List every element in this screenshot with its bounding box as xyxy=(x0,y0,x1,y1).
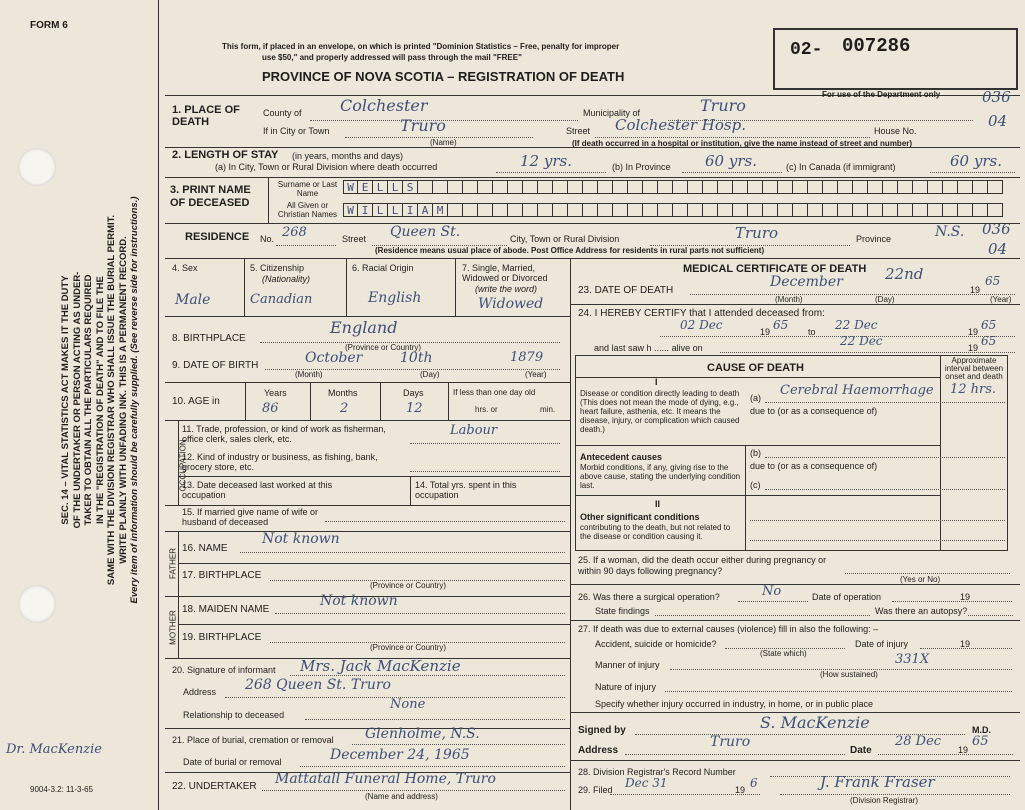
sidebar-instructions: SEC. 14 – VITAL STATISTICS ACT MAKES IT THE DUTY OF THE UNDERTAKER OR PERSON ACTING AS UNDER- TAKER TO OBTAIN ALL THE PARTICULARS REQUIRED IN THE "REGISTRATION OF DEATH" AND TO FILE THE SAME WITH THE DIVISION REGISTRAR WHO SHALL ISSUE THE BURIAL PERMIT. WRITE PLAINLY WITH UNFADING INK. THIS IS A PERMANENT RECORD. Every item of information should be carefully supplied. (See reverse side for instructions.) xyxy=(60,196,140,604)
given-name-cell xyxy=(598,203,613,217)
form-left-border xyxy=(158,0,159,810)
residence-label: RESIDENCE xyxy=(185,231,250,243)
county-value: Colchester xyxy=(340,96,428,115)
given-name-cell: W xyxy=(343,203,358,217)
antecedent-sub: Morbid conditions, if any, giving rise to the above cause, stating the underlying condition last. xyxy=(580,463,741,490)
cause-part-one: I xyxy=(655,377,658,387)
residence-no-label: No. xyxy=(260,234,275,244)
surname-cell xyxy=(463,180,478,194)
surname-cell xyxy=(628,180,643,194)
dod-year-prefix: 19 xyxy=(970,285,981,295)
surname-cell xyxy=(793,180,808,194)
spouse-label: 15. If married give name of wife or husband of deceased xyxy=(182,507,319,527)
manner-value: 331X xyxy=(895,652,930,667)
given-name-cell: M xyxy=(433,203,448,217)
dod-label: 23. DATE OF DEATH xyxy=(578,285,674,296)
given-name-cell xyxy=(703,203,718,217)
surname-cell xyxy=(583,180,598,194)
informant-sig-label: 20. Signature of informant xyxy=(172,665,276,675)
antecedent-label: Antecedent causes xyxy=(580,452,663,462)
given-name-cell xyxy=(883,203,898,217)
q27-label: 27. If death was due to external causes (violence) fill in also the following: – xyxy=(578,624,879,634)
age-label: 10. AGE in xyxy=(172,396,220,407)
page-title: PROVINCE OF NOVA SCOTIA – REGISTRATION OF DEATH xyxy=(262,69,625,84)
attended-from: 02 Dec xyxy=(680,318,723,332)
surname-cell xyxy=(838,180,853,194)
undertaker-caption: (Name and address) xyxy=(365,792,438,801)
given-name-cell xyxy=(808,203,823,217)
residence-province-value: N.S. xyxy=(935,224,965,240)
given-name-cell xyxy=(583,203,598,217)
city-label: If in City or Town xyxy=(263,126,330,136)
surname-cell xyxy=(418,180,433,194)
given-name-cell xyxy=(733,203,748,217)
dod-year: 65 xyxy=(985,274,1001,288)
given-name-cell xyxy=(688,203,703,217)
given-name-cell xyxy=(553,203,568,217)
length-of-stay-sub: (in years, months and days) xyxy=(292,151,404,161)
dob-day: 10th xyxy=(400,350,433,366)
dod-day: 22nd xyxy=(885,265,924,283)
hospital-note: (If death occurred in a hospital or institution, give the name instead of street and number) xyxy=(572,139,913,148)
surname-cell xyxy=(928,180,943,194)
signed-by-label: Signed by xyxy=(578,725,626,736)
given-name-cell xyxy=(463,203,478,217)
citizenship-label: 5. Citizenship xyxy=(250,263,305,273)
dob-year-caption: (Year) xyxy=(525,370,547,379)
surname-cell xyxy=(448,180,463,194)
q25-label: 25. If a woman, did the death occur either during pregnancy or within 90 days following pregnancy? xyxy=(578,555,827,576)
surname-cell xyxy=(973,180,988,194)
other-conditions-label: Other significant conditions xyxy=(580,512,700,522)
surname-cell xyxy=(433,180,448,194)
street-value: Colchester Hosp. xyxy=(615,116,746,134)
q26-value: No xyxy=(762,584,782,599)
occupation-side-label: OCCUPATION xyxy=(178,439,188,492)
accident-label: Accident, suicide or homicide? xyxy=(595,639,717,649)
given-name-cell xyxy=(958,203,973,217)
stay-city-label: (a) In City, Town or Rural Division where death occurred xyxy=(215,162,438,172)
code-municipality: 036 xyxy=(982,88,1011,106)
surname-cell xyxy=(763,180,778,194)
dob-month-caption: (Month) xyxy=(295,370,323,379)
stay-province-value: 60 yrs. xyxy=(705,152,757,170)
marital-sub: (write the word) xyxy=(475,284,538,294)
municipality-label: Municipality of xyxy=(583,108,641,118)
dod-day-caption: (Day) xyxy=(875,295,895,304)
surname-cell xyxy=(658,180,673,194)
trade-label: 11. Trade, profession, or kind of work as fisherman, office clerk, sales clerk, etc. xyxy=(182,424,386,444)
name-caption: (Name) xyxy=(430,138,457,147)
burial-place-label: 21. Place of burial, cremation or removal xyxy=(172,735,334,745)
residence-note: (Residence means usual place of abode. Post Office Address for residents in rural parts not sufficient) xyxy=(375,246,765,255)
to-century: 19 xyxy=(968,327,979,337)
birthplace-caption: (Province or Country) xyxy=(345,343,422,352)
due-to-b: due to (or as a consequence of) xyxy=(750,461,878,471)
surname-grid xyxy=(343,180,1003,194)
given-name-cell xyxy=(778,203,793,217)
surname-cell xyxy=(613,180,628,194)
stay-canada-value: 60 yrs. xyxy=(950,152,1002,170)
filed-year: 6 xyxy=(750,776,758,790)
surname-cell xyxy=(808,180,823,194)
from-century: 19 xyxy=(760,327,771,337)
burial-place-value: Glenholme, N.S. xyxy=(365,726,480,742)
given-name-cell xyxy=(613,203,628,217)
given-name-cell xyxy=(478,203,493,217)
surname-cell xyxy=(538,180,553,194)
street-label: Street xyxy=(566,126,591,136)
given-name-cell xyxy=(913,203,928,217)
signed-address-value: Truro xyxy=(710,734,751,750)
age-days-value: 12 xyxy=(406,401,423,416)
md-label: M.D. xyxy=(972,725,991,735)
signed-by-value: S. MacKenzie xyxy=(760,713,870,732)
given-name-cell xyxy=(988,203,1003,217)
given-name-cell xyxy=(973,203,988,217)
surname-cell: E xyxy=(358,180,373,194)
surname-cell xyxy=(853,180,868,194)
min-label: min. xyxy=(540,405,556,414)
given-name-cell xyxy=(523,203,538,217)
given-name-cell xyxy=(748,203,763,217)
age-years-value: 86 xyxy=(262,401,279,416)
signed-date-label: Date xyxy=(850,745,872,756)
marital-value: Widowed xyxy=(478,296,544,312)
last-century: 19 xyxy=(968,343,979,353)
given-name-cell xyxy=(853,203,868,217)
cause-b-label: (b) xyxy=(750,448,761,458)
attended-to-label: to xyxy=(808,327,816,337)
surname-cell xyxy=(643,180,658,194)
other-conditions-sub: contributing to the death, but not related to the disease or condition causing it. xyxy=(580,523,731,541)
dob-year: 1879 xyxy=(510,350,544,365)
surname-cell xyxy=(493,180,508,194)
given-name-cell xyxy=(898,203,913,217)
father-side-label: FATHER xyxy=(168,548,178,579)
filed-value: Dec 31 xyxy=(625,776,668,790)
signed-address-label: Address xyxy=(578,745,619,756)
informant-address-value: 268 Queen St. Truro xyxy=(245,677,391,693)
surname-cell xyxy=(568,180,583,194)
given-name-cell xyxy=(493,203,508,217)
operation-year-prefix: 19 xyxy=(960,592,971,602)
residence-street-label: Street xyxy=(342,234,367,244)
given-name-cell xyxy=(928,203,943,217)
undertaker-label: 22. UNDERTAKER xyxy=(172,781,257,792)
burial-date-value: December 24, 1965 xyxy=(330,747,470,763)
given-name-cell: A xyxy=(418,203,433,217)
residence-province-label: Province xyxy=(856,234,892,244)
residence-street-value: Queen St. xyxy=(390,224,461,240)
maiden-name-label: 18. MAIDEN NAME xyxy=(182,604,270,615)
punch-hole-top xyxy=(18,148,56,186)
age-days-label: Days xyxy=(403,388,424,398)
cause-c-label: (c) xyxy=(750,480,761,490)
surname-cell: L xyxy=(388,180,403,194)
last-saw-year: 65 xyxy=(981,334,997,348)
birthplace-label: 8. BIRTHPLACE xyxy=(172,333,246,344)
date-injury-label: Date of injury xyxy=(855,639,909,649)
print-name-label: 3. PRINT NAME OF DECEASED xyxy=(170,184,251,209)
dod-month-caption: (Month) xyxy=(775,295,803,304)
cause-a-label: (a) xyxy=(750,393,761,403)
margin-note: Dr. MacKenzie xyxy=(6,742,102,757)
surname-cell xyxy=(478,180,493,194)
signed-date-value: 28 Dec xyxy=(895,734,942,749)
due-to-a: due to (or as a consequence of) xyxy=(750,406,878,416)
surname-cell xyxy=(748,180,763,194)
dob-label: 9. DATE OF BIRTH xyxy=(172,360,259,371)
relationship-label: Relationship to deceased xyxy=(183,710,285,720)
trade-value: Labour xyxy=(450,423,498,438)
place-of-death-label: 1. PLACE OF DEATH xyxy=(172,104,240,128)
house-label: House No. xyxy=(874,126,917,136)
filed-year-prefix: 19 xyxy=(735,785,746,795)
state-which-caption: (State which) xyxy=(760,649,807,658)
dod-month: December xyxy=(770,274,843,290)
registrar-signature: J. Frank Fraser xyxy=(820,773,935,791)
q25-caption: (Yes or No) xyxy=(900,575,941,584)
total-years-label: 14. Total yrs. spent in this occupation xyxy=(415,480,517,500)
given-name-cell xyxy=(763,203,778,217)
surname-cell: W xyxy=(343,180,358,194)
surname-cell xyxy=(523,180,538,194)
stay-city-value: 12 yrs. xyxy=(520,152,572,170)
citizenship-sub: (Nationality) xyxy=(262,274,311,284)
given-name-cell xyxy=(823,203,838,217)
printer-code: 9004-3.2: 11-3-65 xyxy=(30,785,94,794)
surname-cell xyxy=(508,180,523,194)
mother-side-label: MOTHER xyxy=(168,610,178,645)
mother-birthplace-caption: (Province or Country) xyxy=(370,643,447,652)
autopsy-label: Was there an autopsy? xyxy=(875,606,968,616)
length-of-stay-label: 2. LENGTH OF STAY xyxy=(172,149,279,161)
mother-birthplace-label: 19. BIRTHPLACE xyxy=(182,632,262,643)
given-name-cell xyxy=(838,203,853,217)
surname-cell xyxy=(913,180,928,194)
column-divider xyxy=(570,258,571,810)
interval-label: Approximate interval between onset and death xyxy=(944,356,1004,381)
given-name-cell: L xyxy=(373,203,388,217)
age-months-label: Months xyxy=(328,388,358,398)
postage-line-2: use $50," and properly addressed will pass through the mail "FREE" xyxy=(262,53,522,62)
residence-city-label: City, Town or Rural Division xyxy=(510,234,620,244)
given-name-cell xyxy=(643,203,658,217)
surname-cell xyxy=(598,180,613,194)
father-name-value: Not known xyxy=(262,531,340,547)
age-years-label: Years xyxy=(264,388,287,398)
less-than-day-label: If less than one day old xyxy=(453,388,536,397)
surname-cell xyxy=(718,180,733,194)
postage-line-1: This form, if placed in an envelope, on which is printed "Dominion Statistics – Free, penalty for improper xyxy=(222,42,620,51)
last-saw-label: and last saw h ...... alive on xyxy=(594,343,703,353)
municipality-value: Truro xyxy=(700,96,746,115)
surname-cell xyxy=(703,180,718,194)
cause-part-two: II xyxy=(655,499,661,509)
medical-certificate-title: MEDICAL CERTIFICATE OF DEATH xyxy=(683,263,867,275)
code-house: 04 xyxy=(988,112,1008,130)
given-name-cell xyxy=(793,203,808,217)
maiden-name-value: Not known xyxy=(320,593,398,609)
registrar-caption: (Division Registrar) xyxy=(850,796,919,805)
surname-cell xyxy=(673,180,688,194)
hrs-label: hrs. or xyxy=(475,405,498,414)
surname-cell xyxy=(553,180,568,194)
surname-cell: S xyxy=(403,180,418,194)
county-label: County of xyxy=(263,108,302,118)
given-name-cell xyxy=(868,203,883,217)
informant-sig-value: Mrs. Jack MacKenzie xyxy=(300,657,461,675)
residence-city-value: Truro xyxy=(735,224,779,242)
nature-label: Nature of injury xyxy=(595,682,657,692)
signed-year-prefix: 19 xyxy=(958,745,969,755)
dod-year-caption: (Year) xyxy=(990,295,1012,304)
city-value: Truro xyxy=(400,116,446,135)
residence-no-value: 268 xyxy=(282,225,307,240)
undertaker-value: Mattatall Funeral Home, Truro xyxy=(275,771,496,787)
father-birthplace-label: 17. BIRTHPLACE xyxy=(182,570,262,581)
citizenship-value: Canadian xyxy=(250,292,313,307)
given-name-cell xyxy=(448,203,463,217)
q26-label: 26. Was there a surgical operation? xyxy=(578,592,720,602)
dept-use-label: For use of the Department only xyxy=(822,90,941,99)
code-residence: 036 xyxy=(982,220,1011,238)
given-name-cell: L xyxy=(388,203,403,217)
relationship-value: None xyxy=(390,697,426,712)
filed-label: 29. Filed xyxy=(578,785,613,795)
surname-cell xyxy=(898,180,913,194)
given-name-cell xyxy=(673,203,688,217)
given-name-cell xyxy=(508,203,523,217)
given-name-cell: I xyxy=(358,203,373,217)
surname-cell xyxy=(958,180,973,194)
cause-a-interval: 12 hrs. xyxy=(950,382,997,397)
industry-label: 12. Kind of industry or business, as fishing, bank, grocery store, etc. xyxy=(182,452,378,472)
given-label: All Given or Christian Names xyxy=(277,201,338,219)
form-label: FORM 6 xyxy=(30,20,68,31)
injury-place-label: Specify whether injury occurred in industry, in home, or in public place xyxy=(595,699,873,709)
given-name-cell: I xyxy=(403,203,418,217)
certify-label: 24. I HEREBY CERTIFY that I attended deceased from: xyxy=(578,308,825,319)
dob-day-caption: (Day) xyxy=(420,370,440,379)
attended-from-year: 65 xyxy=(773,318,789,332)
given-name-cell xyxy=(943,203,958,217)
registration-prefix: 02- xyxy=(790,40,823,60)
code-province: 04 xyxy=(988,240,1008,258)
burial-date-label: Date of burial or removal xyxy=(183,757,282,767)
cause-title: CAUSE OF DEATH xyxy=(707,362,804,374)
birthplace-value: England xyxy=(330,318,398,337)
racial-origin-value: English xyxy=(368,290,422,306)
stay-canada-label: (c) In Canada (if immigrant) xyxy=(786,162,896,172)
surname-cell xyxy=(988,180,1003,194)
punch-hole-bottom xyxy=(18,585,56,623)
sex-label: 4. Sex xyxy=(172,263,198,273)
registration-number: 007286 xyxy=(842,35,911,57)
surname-cell xyxy=(688,180,703,194)
racial-origin-label: 6. Racial Origin xyxy=(352,263,414,273)
last-saw-value: 22 Dec xyxy=(840,334,883,348)
how-sustained-caption: (How sustained) xyxy=(820,670,878,679)
injury-year-prefix: 19 xyxy=(960,639,971,649)
surname-cell: L xyxy=(373,180,388,194)
operation-date-label: Date of operation xyxy=(812,592,882,602)
surname-cell xyxy=(778,180,793,194)
surname-cell xyxy=(943,180,958,194)
informant-address-label: Address xyxy=(183,687,217,697)
surname-cell xyxy=(868,180,883,194)
given-name-cell xyxy=(568,203,583,217)
given-name-cell xyxy=(658,203,673,217)
direct-cause-label: Disease or condition directly leading to death (This does not mean the mode of dying, e.g., heart failure, asthenia, etc. It means the disease, injury, or complication which caused death.) xyxy=(580,389,740,434)
father-birthplace-caption: (Province or Country) xyxy=(370,581,447,590)
surname-cell xyxy=(733,180,748,194)
given-name-cell xyxy=(718,203,733,217)
age-months-value: 2 xyxy=(340,401,349,416)
attended-to-year: 65 xyxy=(981,318,997,332)
attended-to: 22 Dec xyxy=(835,318,878,332)
registrar-number-label: 28. Division Registrar's Record Number xyxy=(578,767,736,777)
surname-cell xyxy=(823,180,838,194)
given-name-cell xyxy=(628,203,643,217)
manner-label: Manner of injury xyxy=(595,660,660,670)
dob-month: October xyxy=(305,350,363,366)
father-name-label: 16. NAME xyxy=(182,543,228,554)
signed-year: 65 xyxy=(972,734,989,749)
last-worked-label: 13. Date deceased last worked at this occupation xyxy=(182,480,333,500)
surname-cell xyxy=(883,180,898,194)
stay-province-label: (b) In Province xyxy=(612,162,671,172)
findings-label: State findings xyxy=(595,606,650,616)
surname-label: Surname or Last Name xyxy=(277,180,338,198)
cause-a-value: Cerebral Haemorrhage xyxy=(780,383,934,398)
given-name-cell xyxy=(538,203,553,217)
sex-value: Male xyxy=(175,292,211,308)
given-grid xyxy=(343,203,1003,217)
marital-label: 7. Single, Married, Widowed or Divorced xyxy=(462,263,548,283)
